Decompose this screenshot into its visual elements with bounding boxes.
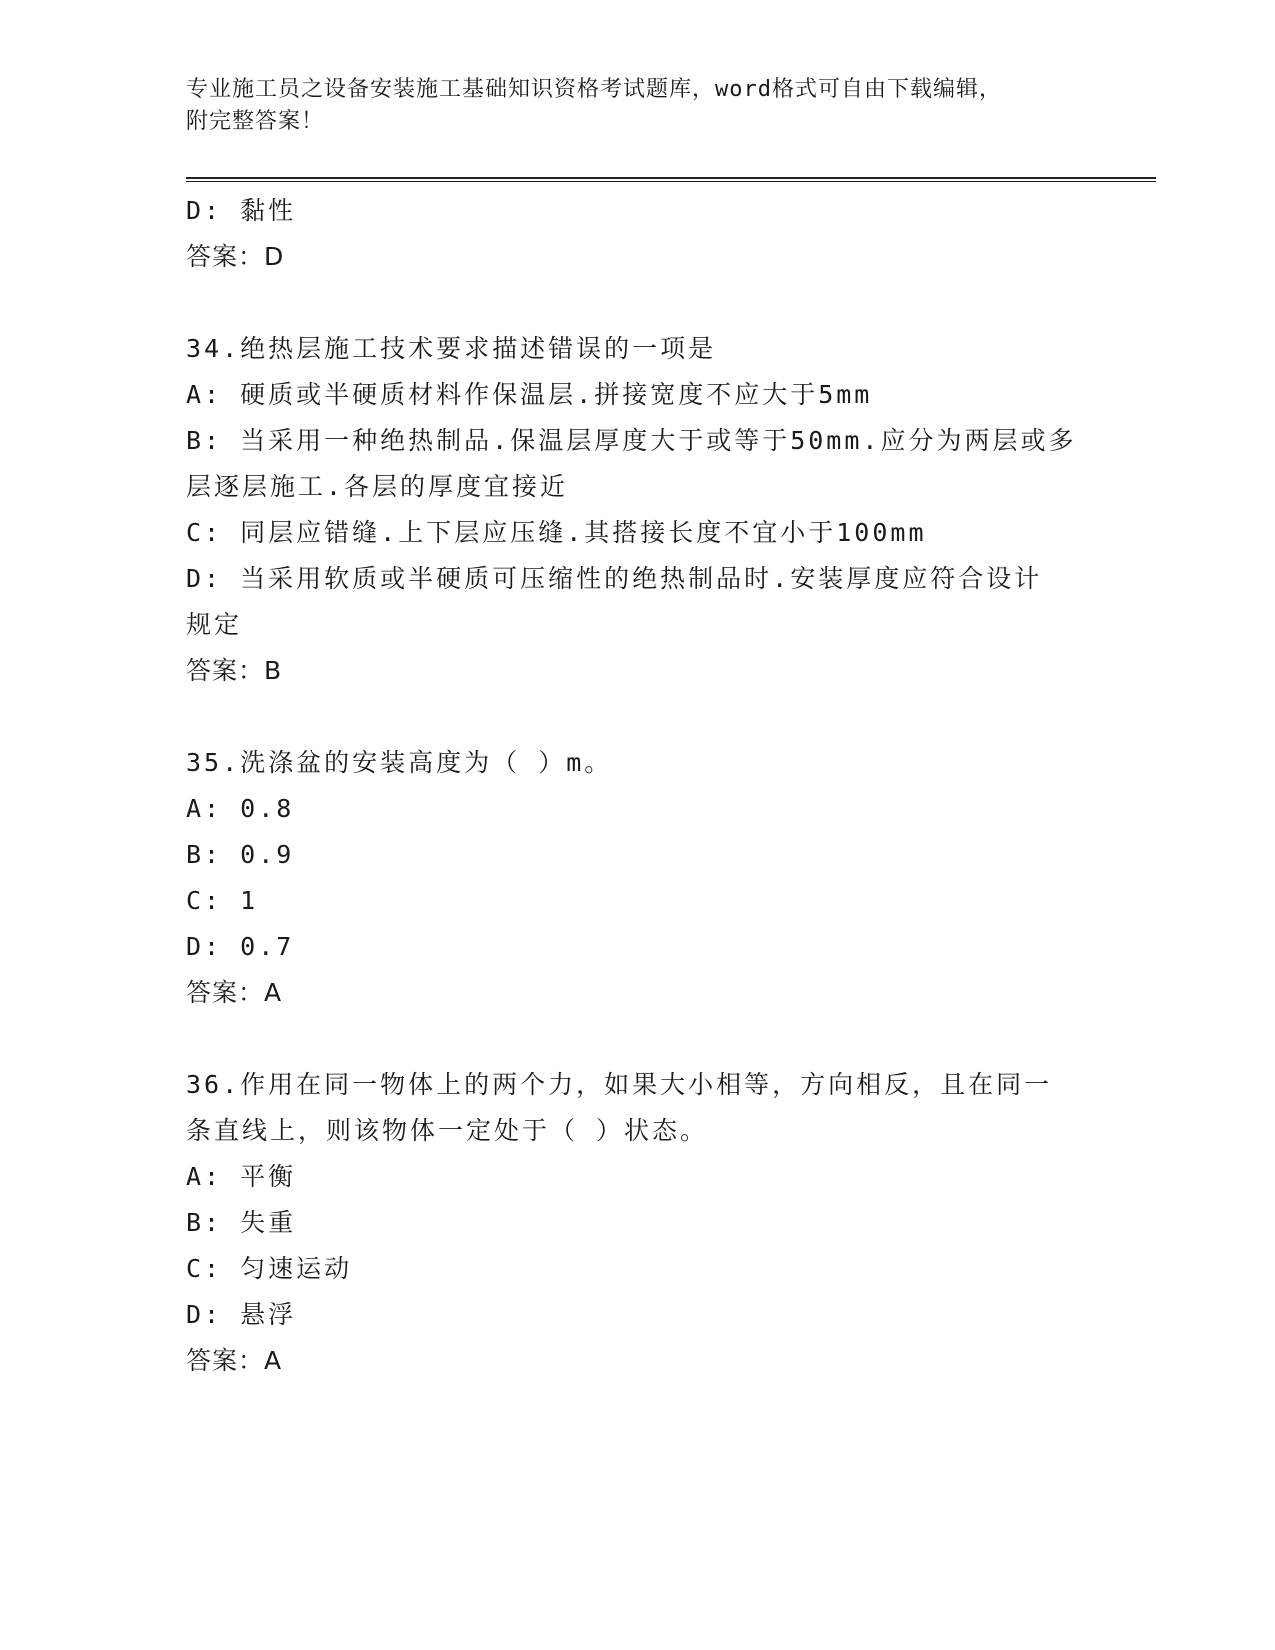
option-a: A: 平衡 bbox=[186, 1162, 297, 1191]
option-c: C: 同层应错缝.上下层应压缝.其搭接长度不宜小于100mm bbox=[186, 518, 927, 547]
question-36 bbox=[186, 1062, 1086, 1384]
option-b-continued: 层逐层施工.各层的厚度宜接近 bbox=[186, 472, 569, 501]
answer-line: 答案：D bbox=[186, 242, 285, 271]
answer-line: 答案：B bbox=[186, 656, 283, 685]
question-stem: 36.作用在同一物体上的两个力，如果大小相等，方向相反，且在同一 bbox=[186, 1070, 1053, 1099]
question-34 bbox=[186, 326, 1086, 694]
question-content bbox=[186, 188, 1086, 1384]
option-b: B: 0.9 bbox=[186, 840, 295, 869]
header-line-2: 附完整答案！ bbox=[186, 109, 325, 134]
option-b: B: 当采用一种绝热制品.保温层厚度大于或等于50mm.应分为两层或多 bbox=[186, 426, 1077, 455]
header-line-1: 专业施工员之设备安装施工基础知识资格考试题库，word格式可自由下载编辑， bbox=[186, 77, 1002, 102]
option-a: A: 硬质或半硬质材料作保温层.拼接宽度不应大于5mm bbox=[186, 380, 873, 409]
answer-line: 答案：A bbox=[186, 1346, 283, 1375]
answer-line: 答案：A bbox=[186, 978, 283, 1007]
option-a: A: 0.8 bbox=[186, 794, 295, 823]
option-d: D: 当采用软质或半硬质可压缩性的绝热制品时.安装厚度应符合设计 bbox=[186, 564, 1043, 593]
header-divider bbox=[186, 177, 1156, 182]
question-stem: 34.绝热层施工技术要求描述错误的一项是 bbox=[186, 334, 717, 363]
option-c: C: 1 bbox=[186, 886, 259, 915]
option-d: D: 黏性 bbox=[186, 196, 297, 225]
question-35 bbox=[186, 740, 1086, 1016]
option-b: B: 失重 bbox=[186, 1208, 297, 1237]
option-c: C: 匀速运动 bbox=[186, 1254, 353, 1283]
option-d: D: 0.7 bbox=[186, 932, 295, 961]
question-stem: 35.洗涤盆的安装高度为（ ）m。 bbox=[186, 748, 613, 777]
document-header bbox=[186, 74, 1086, 138]
option-d-continued: 规定 bbox=[186, 610, 243, 639]
question-stem-continued: 条直线上，则该物体一定处于（ ）状态。 bbox=[186, 1116, 709, 1145]
option-d: D: 悬浮 bbox=[186, 1300, 297, 1329]
previous-question-tail bbox=[186, 188, 1086, 280]
